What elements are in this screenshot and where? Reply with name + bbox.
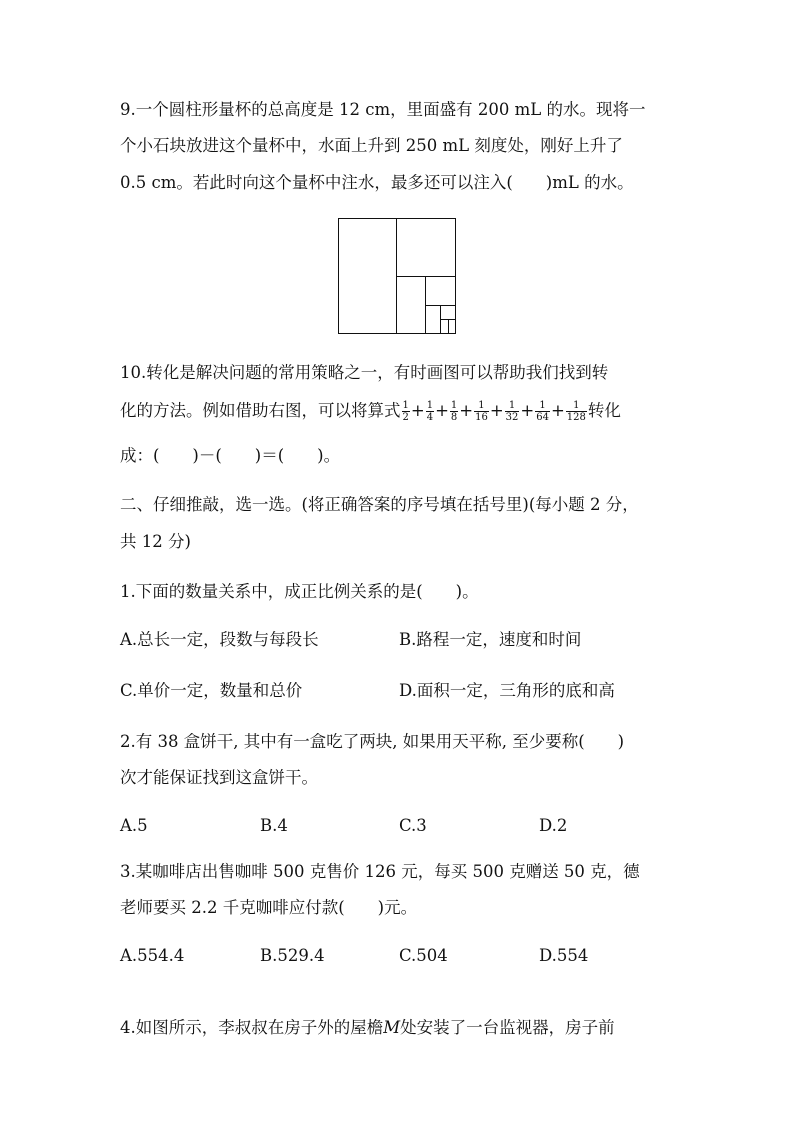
s2q1-option-d: D.面积一定，三角形的底和高 bbox=[399, 681, 615, 700]
s2q2-option-a: A.5 bbox=[120, 816, 148, 835]
s2q3-line2: 老师要买 2.2 千克咖啡应付款( )元。 bbox=[120, 898, 418, 917]
fraction bbox=[402, 400, 410, 423]
s2q1-option-a: A.总长一定，段数与每段长 bbox=[120, 630, 319, 649]
fraction-denominator: 16 bbox=[475, 412, 488, 423]
s2q3-option-c: C.504 bbox=[399, 946, 448, 965]
q10-line2-post: 转化 bbox=[587, 401, 621, 420]
q10-line2 bbox=[120, 400, 621, 423]
plus-sign: + bbox=[435, 401, 449, 420]
fraction-denominator: 64 bbox=[536, 412, 549, 423]
s2q2-option-d: D.2 bbox=[539, 816, 568, 835]
fraction bbox=[426, 400, 434, 423]
plus-sign: + bbox=[550, 401, 565, 420]
s2q1-option-c: C.单价一定，数量和总价 bbox=[120, 681, 303, 700]
section2-title-line1: 二、仔细推敲，选一选。(将正确答案的序号填在括号里)(每小题 2 分， bbox=[120, 495, 639, 514]
s2q2-line2: 次才能保证找到这盒饼干。 bbox=[120, 768, 318, 787]
fraction bbox=[474, 400, 489, 423]
fraction-denominator: 2 bbox=[402, 412, 409, 423]
fraction bbox=[450, 400, 458, 423]
fraction-numerator: 1 bbox=[450, 400, 458, 411]
s2q3-option-a: A.554.4 bbox=[120, 946, 185, 965]
q9-line2: 个小石块放进这个量杯中，水面上升到 250 mL 刻度处，刚好上升了 bbox=[120, 136, 623, 155]
q9-line3: 0.5 cm。若此时向这个量杯中注水，最多还可以注入( )mL 的水。 bbox=[120, 173, 634, 192]
fraction-denominator: 128 bbox=[566, 412, 586, 423]
q10-line2-pre: 化的方法。例如借助右图，可以将算式 bbox=[120, 401, 401, 420]
plus-sign: + bbox=[520, 401, 535, 420]
q10-line1: 10.转化是解决问题的常用策略之一，有时画图可以帮助我们找到转 bbox=[120, 363, 609, 382]
fraction bbox=[566, 400, 587, 423]
s2q4-variable-m: M bbox=[383, 1018, 401, 1037]
plus-sign: + bbox=[459, 401, 474, 420]
s2q4-line1-pre: 4.如图所示，李叔叔在房子外的屋檐 bbox=[120, 1018, 384, 1037]
fraction bbox=[535, 400, 550, 423]
fraction-numerator: 1 bbox=[402, 400, 409, 411]
section2-title-line2: 共 12 分) bbox=[120, 532, 191, 551]
s2q1-option-b: B.路程一定，速度和时间 bbox=[399, 630, 582, 649]
s2q2-option-c: C.3 bbox=[399, 816, 427, 835]
s2q2-line1: 2.有 38 盒饼干, 其中有一盒吃了两块, 如果用天平称, 至少要称( ) bbox=[120, 732, 625, 751]
fraction-denominator: 4 bbox=[426, 412, 434, 423]
fraction-numerator: 1 bbox=[426, 400, 434, 411]
s2q4-line1-post: 处安装了一台监视器，房子前 bbox=[400, 1018, 615, 1037]
q10-line3: 成：( )－( )＝( )。 bbox=[120, 446, 341, 465]
figure-one-twenty-eighth bbox=[448, 319, 456, 334]
fraction-numerator: 1 bbox=[535, 400, 550, 412]
s2q1-stem: 1.下面的数量关系中，成正比例关系的是( )。 bbox=[120, 582, 479, 601]
fraction bbox=[505, 400, 520, 423]
q9-line1: 9.一个圆柱形量杯的总高度是 12 cm，里面盛有 200 mL 的水。现将一 bbox=[120, 100, 646, 119]
fraction-numerator: 1 bbox=[566, 400, 587, 412]
fraction-expression bbox=[401, 400, 588, 423]
fraction-numerator: 1 bbox=[505, 400, 520, 412]
fraction-numerator: 1 bbox=[474, 400, 489, 412]
s2q2-option-b: B.4 bbox=[260, 816, 288, 835]
plus-sign: + bbox=[410, 401, 425, 420]
s2q3-option-d: D.554 bbox=[539, 946, 589, 965]
s2q3-line1: 3.某咖啡店出售咖啡 500 克售价 126 元，每买 500 克赠送 50 克，德 bbox=[120, 862, 640, 881]
halving-squares-figure bbox=[338, 218, 456, 334]
s2q3-option-b: B.529.4 bbox=[260, 946, 325, 965]
s2q4-line1 bbox=[120, 1017, 615, 1039]
fraction-denominator: 32 bbox=[505, 412, 519, 423]
fraction-denominator: 8 bbox=[450, 412, 458, 423]
plus-sign: + bbox=[489, 401, 504, 420]
